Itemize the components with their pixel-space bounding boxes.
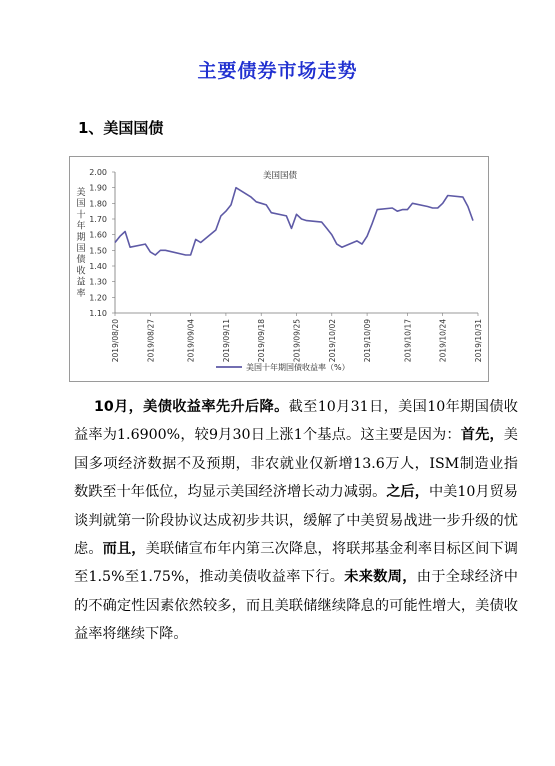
chart-title: 美国国债	[262, 171, 298, 181]
y-axis-label-char: 率	[76, 288, 86, 299]
x-tick-label: 2019/09/04	[186, 319, 196, 363]
series-line	[115, 188, 473, 255]
x-tick-label: 2019/08/27	[146, 319, 156, 363]
y-tick-label: 2.00	[89, 168, 107, 177]
y-axis-label-char: 收	[76, 266, 86, 277]
y-tick-label: 1.80	[89, 199, 107, 209]
y-axis-label-char: 十	[76, 210, 86, 221]
y-axis-label-char: 益	[76, 277, 86, 288]
x-tick-label: 2019/10/02	[327, 319, 337, 363]
p-bold-2: 首先，	[460, 427, 504, 444]
x-tick-label: 2019/10/17	[403, 319, 413, 363]
y-tick-label: 1.30	[89, 277, 107, 287]
y-axis-label-char: 期	[76, 232, 86, 243]
analysis-paragraph	[74, 393, 518, 649]
section-heading: 1、美国国债	[78, 119, 164, 137]
x-tick-label: 2019/10/24	[438, 319, 448, 363]
y-axis-label-char: 债	[76, 255, 86, 266]
p-bold-5: 未来数周，	[344, 569, 417, 586]
p-text-2: 美国多项经济数据不及预期，非农就业仅新增13.6万人，ISM制造业指数跌至十年低位，均显示美国经济增长动力减弱。	[74, 427, 518, 501]
x-tick-label: 2019/09/11	[221, 319, 231, 363]
y-axis-label-char: 国	[76, 244, 86, 254]
p-bold-1: 10月，美债收益率先升后降。	[94, 399, 289, 415]
x-tick-label: 2019/09/18	[257, 319, 267, 363]
p-text-3: 中美10月贸易谈判就第一阶段协议达成初步共识，缓解了中美贸易战进一步升级的忧虑。	[74, 484, 518, 558]
y-tick-label: 1.50	[89, 246, 107, 256]
y-tick-label: 1.20	[89, 293, 107, 303]
p-text-5: 由于全球经济中的不确定性因素依然较多，而且美联储继续降息的可能性增大，美债收益率将继续下降。	[74, 569, 518, 643]
us-treasury-chart	[69, 156, 489, 382]
y-axis-label-char: 年	[76, 221, 86, 232]
p-bold-4: 而且，	[102, 541, 146, 558]
p-text-1: 截至10月31日，美国10年期国债收益率为1.6900%，较9月30日上涨1个基点。这主要是因为：	[74, 399, 518, 444]
y-axis-label-char: 美	[76, 188, 86, 198]
chart-svg	[70, 157, 490, 383]
y-tick-label: 1.90	[89, 183, 107, 193]
x-tick-label: 2019/10/31	[474, 319, 483, 363]
x-tick-label: 2019/08/20	[111, 319, 120, 363]
p-bold-3: 之后，	[386, 484, 429, 501]
y-tick-label: 1.60	[89, 230, 107, 240]
p-text-4: 美联储宣布年内第三次降息，将联邦基金利率目标区间下调至1.5%至1.75%，推动美债收益率下行。	[74, 541, 518, 586]
x-tick-label: 2019/09/25	[292, 319, 302, 363]
page-title: 主要债券市场走势	[197, 60, 358, 82]
legend-label: 美国十年期国债收益率（%）	[246, 363, 350, 372]
y-tick-label: 1.10	[89, 309, 107, 318]
y-tick-label: 1.70	[89, 215, 107, 224]
y-tick-label: 1.40	[89, 262, 107, 271]
y-axis-label-char: 国	[76, 199, 86, 210]
x-tick-label: 2019/10/09	[363, 319, 373, 363]
